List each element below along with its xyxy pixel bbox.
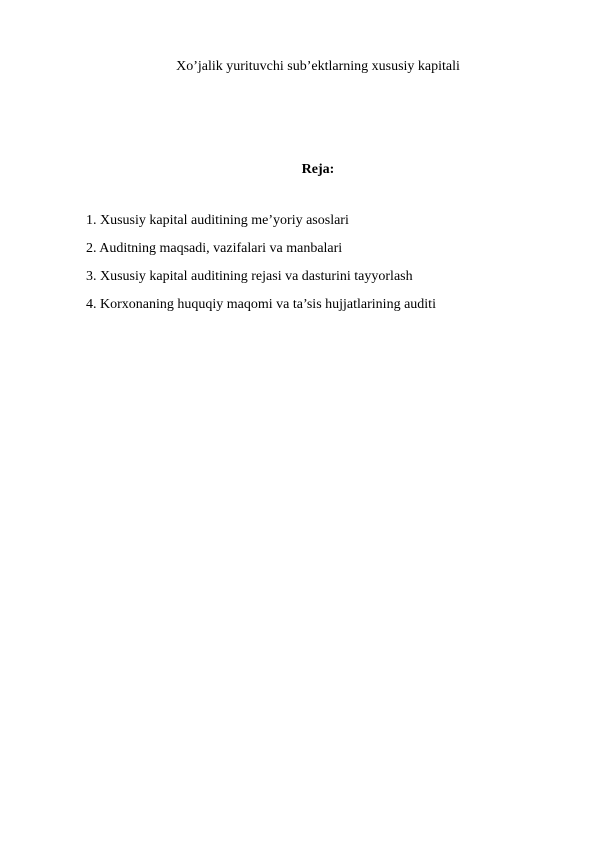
document-title: Xo’jalik yurituvchi sub’ektlarning xususiy kapitali	[176, 59, 460, 74]
plan-heading: Reja:	[301, 162, 335, 177]
plan-item-1: 1. Xususiy kapital auditining me’yoriy asoslari	[86, 213, 349, 228]
plan-item-3: 3. Xususiy kapital auditining rejasi va dasturini tayyorlash	[86, 269, 413, 284]
plan-item-2: 2. Auditning maqsadi, vazifalari va manbalari	[86, 241, 343, 256]
plan-item-4: 4. Korxonaning huquqiy maqomi va ta’sis hujjatlarining auditi	[86, 297, 436, 312]
plan-list	[86, 212, 436, 324]
